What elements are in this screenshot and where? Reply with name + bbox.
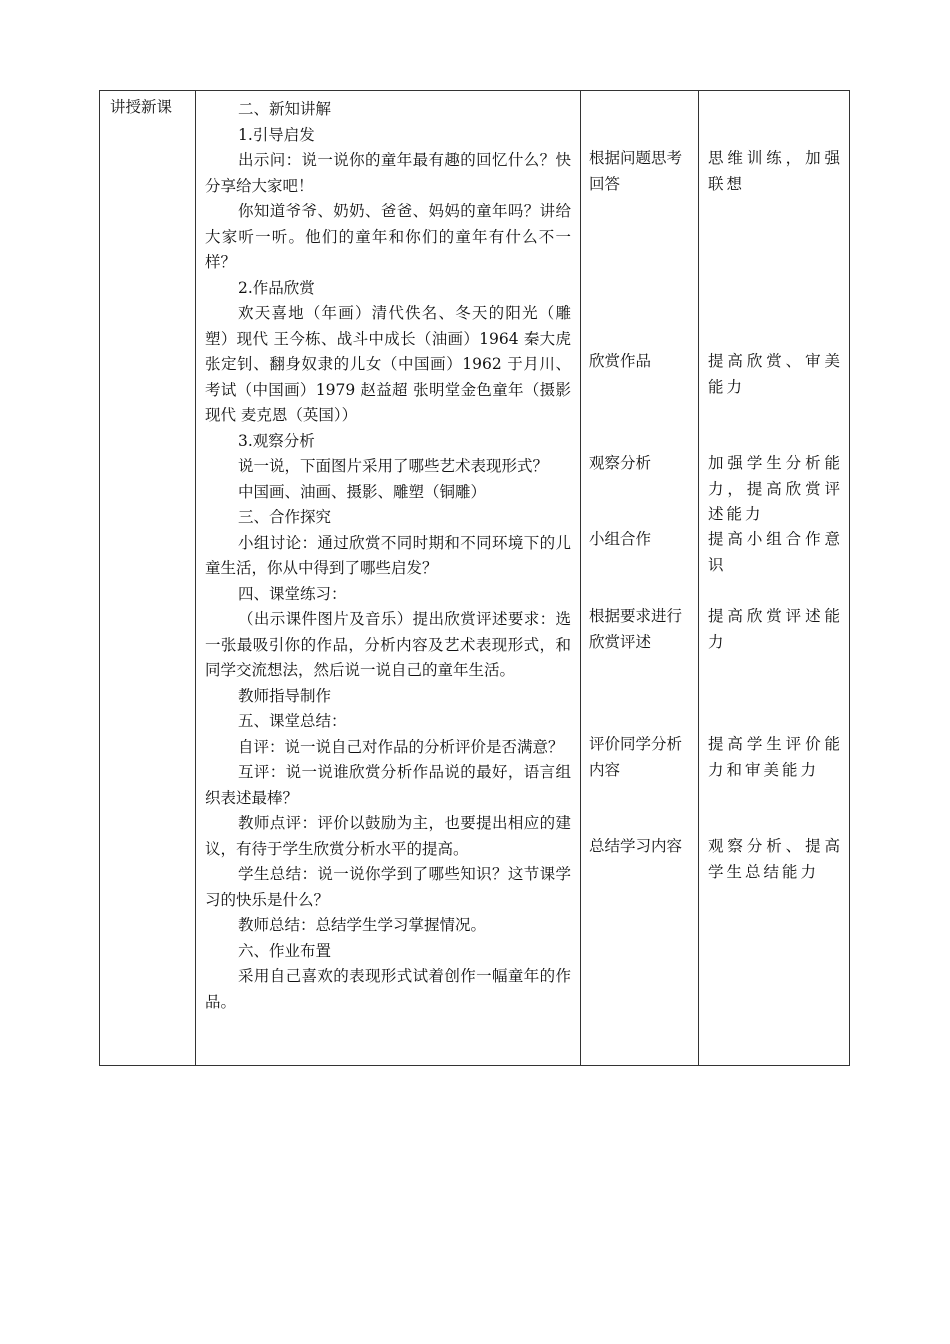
lesson-plan-table [99, 90, 850, 1066]
content-heading: 六、作业布置 [238, 941, 332, 960]
content-paragraph: 欢天喜地（年画）清代佚名、冬天的阳光（雕塑）现代 王今栋、战斗中成长（油画）1964 秦大虎 张定钊、翻身奴隶的儿女（中国画）1962 于月川、考试（中国画）1979 赵益超 张明堂金色童年（摄影现代 麦克恩（英国）） [205, 304, 571, 424]
design-intent: 思维训练，加强联想 [708, 149, 843, 193]
student-activity: 根据要求进行欣赏评述 [589, 607, 683, 651]
design-intent: 提高小组合作意识 [708, 530, 843, 574]
content-paragraph: 教师点评：评价以鼓励为主，也要提出相应的建议，有待于学生欣赏分析水平的提高。 [205, 814, 571, 858]
content-paragraph: 教师总结：总结学生学习掌握情况。 [238, 916, 487, 934]
content-heading: 四、课堂练习： [238, 584, 347, 603]
student-activity: 观察分析 [589, 454, 652, 472]
content-heading: 五、课堂总结： [238, 712, 347, 730]
content-heading: 二、新知讲解 [238, 100, 332, 118]
section-label-cell [100, 91, 195, 1065]
student-activity: 总结学习内容 [589, 837, 683, 855]
content-paragraph: 教师指导制作 [238, 686, 332, 705]
student-activity-cell [580, 91, 698, 1065]
content-paragraph: 你知道爷爷、奶奶、爸爸、妈妈的童年吗？讲给大家听一听。他们的童年和你们的童年有什么不一样？ [205, 202, 571, 271]
design-intent: 观察分析、提高学生总结能力 [708, 837, 843, 881]
content-subheading: 3.观察分析 [238, 431, 315, 450]
student-activity: 小组合作 [589, 530, 652, 548]
content-paragraph: 互评：说一说谁欣赏分析作品说的最好，语言组织表述最棒？ [205, 763, 571, 807]
content-paragraph: 小组讨论：通过欣赏不同时期和不同环境下的儿童生活，你从中得到了哪些启发？ [205, 533, 571, 577]
content-subheading: 2.作品欣赏 [238, 278, 315, 297]
content-heading: 三、合作探究 [238, 508, 332, 526]
design-intent-cell [698, 91, 851, 1065]
content-paragraph: 自评：说一说自己对作品的分析评价是否满意？ [238, 737, 564, 756]
content-paragraph: （出示课件图片及音乐）提出欣赏评述要求：选一张最吸引你的作品，分析内容及艺术表现形式，和同学交流想法，然后说一说自己的童年生活。 [205, 610, 571, 679]
content-subheading: 1.引导启发 [238, 125, 315, 144]
content-paragraph: 中国画、油画、摄影、雕塑（铜雕） [238, 482, 487, 501]
student-activity: 欣赏作品 [589, 352, 652, 370]
design-intent: 提高欣赏评述能力 [708, 607, 843, 651]
student-activity: 评价同学分析内容 [589, 735, 683, 779]
student-activity: 根据问题思考回答 [589, 149, 683, 193]
design-intent: 提高学生评价能力和审美能力 [708, 735, 843, 779]
content-paragraph: 学生总结：说一说你学到了哪些知识？这节课学习的快乐是什么？ [205, 865, 571, 909]
content-paragraph: 出示问：说一说你的童年最有趣的回忆什么？快分享给大家吧！ [205, 151, 571, 195]
section-label: 讲授新课 [110, 98, 173, 116]
teaching-content-cell [195, 91, 580, 1065]
design-intent: 加强学生分析能力，提高欣赏评述能力 [708, 454, 843, 523]
content-paragraph: 说一说，下面图片采用了哪些艺术表现形式？ [238, 457, 549, 475]
design-intent: 提高欣赏、审美能力 [708, 352, 843, 396]
content-paragraph: 采用自己喜欢的表现形式试着创作一幅童年的作品。 [205, 967, 571, 1011]
